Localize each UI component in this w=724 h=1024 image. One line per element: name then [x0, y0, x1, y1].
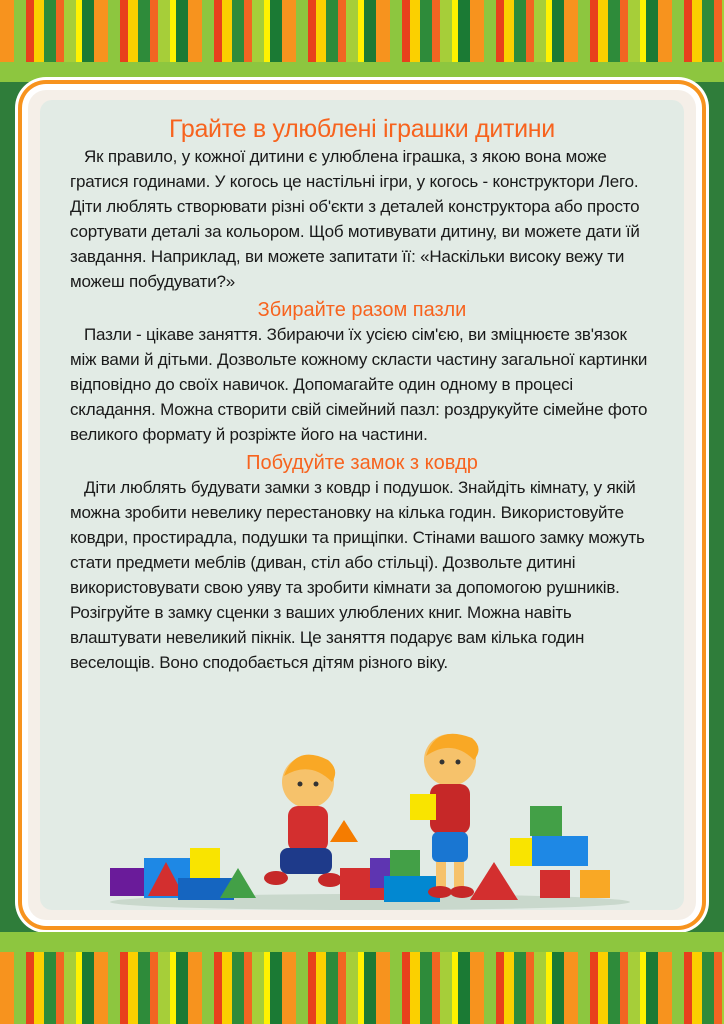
block — [190, 848, 220, 878]
children-playing-blocks-illustration — [40, 730, 684, 910]
section-body-toys: Як правило, у кожної дитини є улюблена іграшка, з якою вона може гратися годинами. У когось це настільні ігри, у когось - конструктори Лего. Діти люблять створювати різні об'єкти з деталей конструктора або просто сортувати деталі за кольором. Щоб мотивувати дитину, ви можете дати їй завдання. Наприклад, ви можете запитати її: «Наскільки високу вежу ти можеш побудувати?» — [70, 147, 640, 291]
block — [532, 836, 588, 866]
section-title-castle: Побудуйте замок з ковдр — [246, 452, 478, 474]
child-right-figure — [410, 734, 479, 898]
block — [580, 870, 610, 898]
content-card — [40, 100, 684, 910]
section-title-toys: Грайте в улюблені іграшки дитини — [169, 115, 555, 143]
section-body-castle: Діти люблять будувати замки з ковдр і подушок. Знайдіть кімнату, у якій можна зробити невелику перестановку на кілька годин. Використовуйте ковдри, простирадла, подушки та прищіпки. Стінами вашого замку можуть стати предмети меблів (диван, стіл або стільці). Дозвольте дитині використовувати свою уяву та зробити кімнати за допомогою рушників. Розігруйте в замку сценки з ваших улюблених книг. Можна навіть влаштувати невеликий пікнік. Це заняття подарує вам кілька годин веселощів. Воно сподобається дітям різного віку. — [70, 478, 645, 672]
child-left-figure — [264, 755, 342, 887]
block — [330, 820, 358, 842]
section-title-puzzles: Збирайте разом пазли — [257, 299, 467, 321]
block — [110, 868, 144, 896]
bottom-green-band — [0, 932, 724, 952]
block — [530, 806, 562, 836]
block — [470, 862, 518, 900]
top-stripes-decoration — [0, 0, 724, 62]
section-body-puzzles: Пазли - цікаве заняття. Збираючи їх усією сім'єю, ви зміцнюєте зв'язок між вами й дітьми. Дозвольте кожному скласти частину загальної картинки відповідно до своїх навичок. Допомагайте один одному в процесі складання. Можна створити свій сімейний пазл: роздрукуйте сімейне фото великого формату й розріжте його на частини. — [70, 325, 648, 444]
article — [70, 114, 654, 675]
top-green-band — [0, 62, 724, 82]
block — [390, 850, 420, 876]
bottom-stripes-decoration — [0, 952, 724, 1024]
block — [540, 870, 570, 898]
content-frame — [28, 90, 696, 920]
